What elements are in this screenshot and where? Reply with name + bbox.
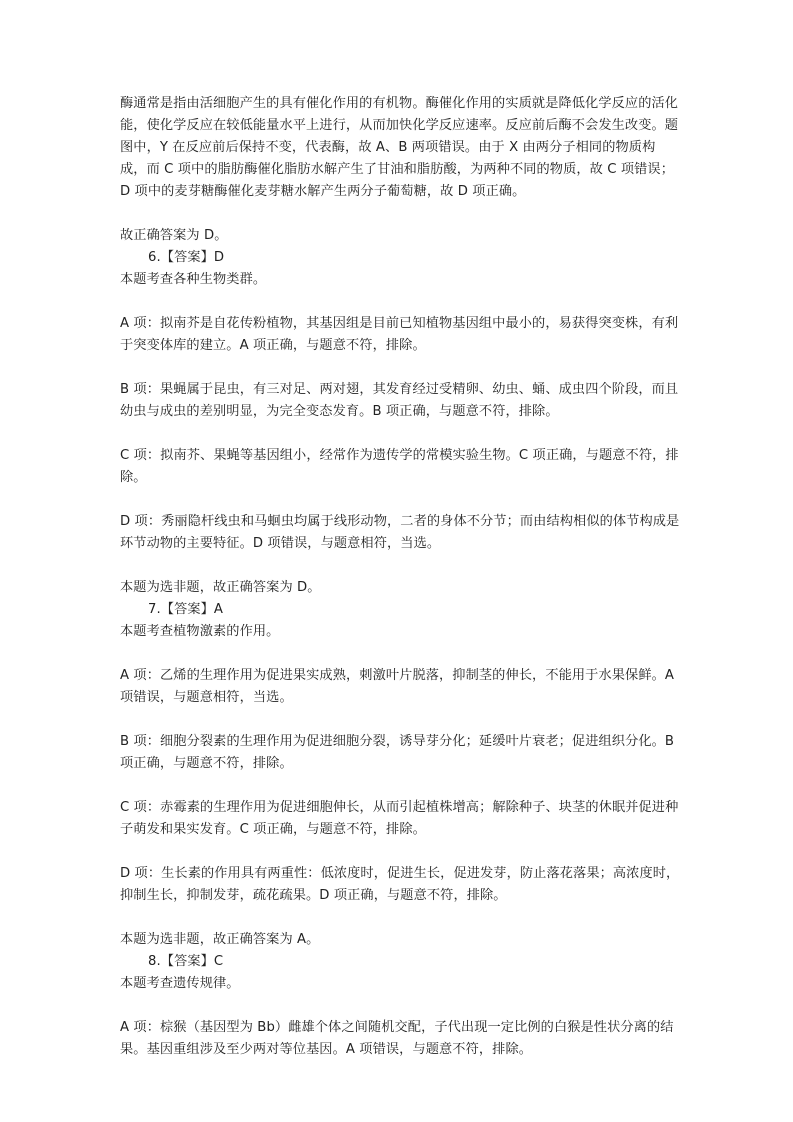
paragraph: D 项：秀丽隐杆线虫和马蛔虫均属于线形动物，二者的身体不分节；而由结构相似的体节构成是环节动物的主要特征。D 项错误，与题意相符，当选。 [120, 514, 680, 551]
paragraph: C 项：赤霉素的生理作用为促进细胞伸长，从而引起植株增高；解除种子、块茎的休眠并促进种子萌发和果实发育。C 项正确，与题意不符，排除。 [120, 800, 679, 837]
paragraph: A 项：棕猴（基因型为 Bb）雌雄个体之间随机交配，子代出现一定比例的白猴是性状分离的结果。基因重组涉及至少两对等位基因。A 项错误，与题意不符，排除。 [120, 1020, 674, 1057]
blank-line [120, 709, 680, 731]
document-body [120, 93, 680, 1061]
blank-line [120, 555, 680, 577]
blank-line [120, 995, 680, 1017]
answer-heading: 6.【答案】D [148, 250, 225, 265]
answer-heading: 7.【答案】A [148, 602, 224, 617]
blank-line [120, 643, 680, 665]
blank-line [120, 291, 680, 313]
paragraph: 本题考查遗传规律。 [120, 976, 240, 991]
paragraph: A 项：拟南芥是自花传粉植物，其基因组是目前已知植物基因组中最小的，易获得突变株，有利于突变体库的建立。A 项正确，与题意不符，排除。 [120, 316, 679, 353]
blank-line [120, 203, 680, 225]
paragraph: 本题为选非题，故正确答案为 D。 [120, 580, 321, 595]
paragraph: 酶通常是指由活细胞产生的具有催化作用的有机物。酶催化作用的实质就是降低化学反应的活化能，使化学反应在较低能量水平上进行，从而加快化学反应速率。反应前后酶不会发生改变。题图中，Y 在反应前后保持不变，代表酶，故 A、B 两项错误。由于 X 由两分子相同的物质构成，而 C 项中的脂肪酶催化脂肪水解产生了甘油和脂肪酸，为两种不同的物质，故 C 项错误；D 项中的麦芽糖酶催化麦芽糖水解产生两分子葡萄糖，故 D 项正确。 [120, 96, 679, 199]
answer-heading: 8.【答案】C [148, 954, 224, 969]
paragraph: 本题为选非题，故正确答案为 A。 [120, 932, 320, 947]
blank-line [120, 489, 680, 511]
paragraph: 本题考查植物激素的作用。 [120, 624, 280, 639]
paragraph: 本题考查各种生物类群。 [120, 272, 267, 287]
paragraph: 故正确答案为 D。 [120, 228, 228, 243]
blank-line [120, 423, 680, 445]
blank-line [120, 841, 680, 863]
paragraph: B 项：细胞分裂素的生理作用为促进细胞分裂，诱导芽分化；延缓叶片衰老；促进组织分化。B 项正确，与题意不符，排除。 [120, 734, 675, 771]
blank-line [120, 775, 680, 797]
paragraph: A 项：乙烯的生理作用为促进果实成熟，刺激叶片脱落，抑制茎的伸长，不能用于水果保鲜。A 项错误，与题意相符，当选。 [120, 668, 675, 705]
paragraph: D 项：生长素的作用具有两重性：低浓度时，促进生长，促进发芽，防止落花落果；高浓度时，抑制生长，抑制发芽，疏花疏果。D 项正确，与题意不符，排除。 [120, 866, 680, 903]
blank-line [120, 357, 680, 379]
paragraph: C 项：拟南芥、果蝇等基因组小，经常作为遗传学的常模实验生物。C 项正确，与题意不符，排除。 [120, 448, 679, 485]
paragraph: B 项：果蝇属于昆虫，有三对足、两对翅，其发育经过受精卵、幼虫、蛹、成虫四个阶段，而且幼虫与成虫的差别明显，为完全变态发育。B 项正确，与题意不符，排除。 [120, 382, 679, 419]
blank-line [120, 907, 680, 929]
